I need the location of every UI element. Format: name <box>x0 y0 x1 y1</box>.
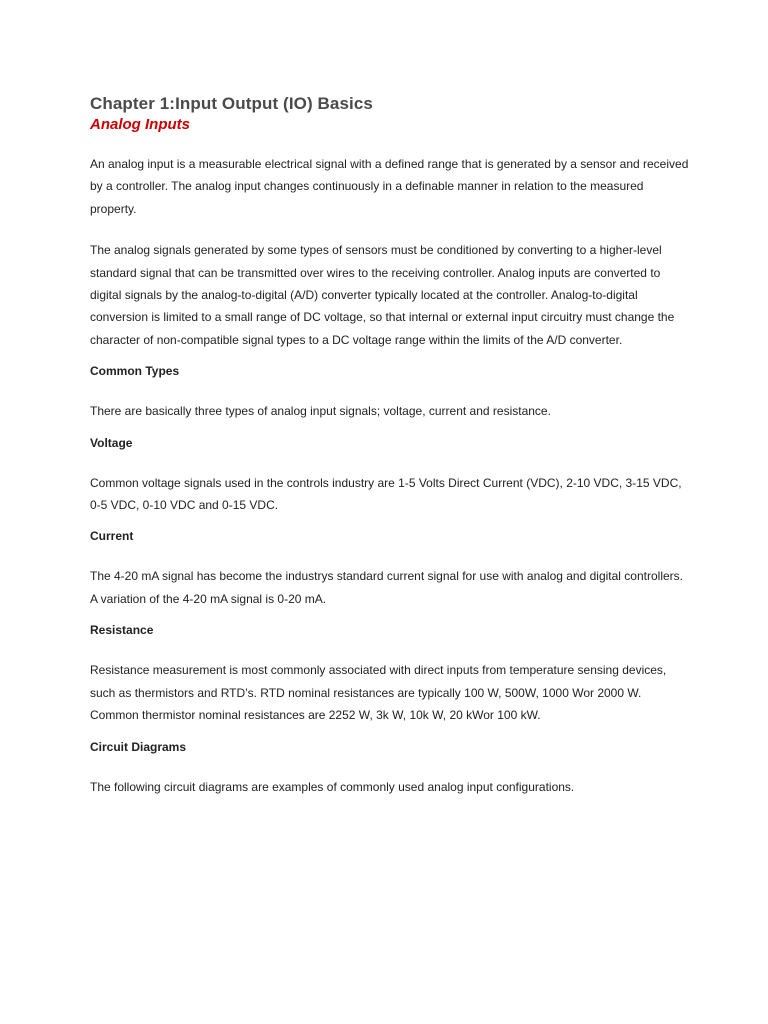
common-types-heading: Common Types <box>90 364 180 379</box>
circuit-diagrams-paragraph: The following circuit diagrams are examples of commonly used analog input configurations. <box>90 779 575 794</box>
document-page <box>90 93 690 798</box>
voltage-paragraph: Common voltage signals used in the controls industry are 1-5 Volts Direct Current (VDC), 2-10 VDC, 3-15 VDC, 0-5 VDC, 0-10 VDC and 0-15 VDC. <box>90 475 682 513</box>
circuit-diagrams-heading: Circuit Diagrams <box>90 739 187 754</box>
intro-paragraph: An analog input is a measurable electrical signal with a defined range that is generated by a sensor and received by a controller. The analog input changes continuously in a definable manner in relation to the measured property. <box>90 157 689 216</box>
resistance-heading: Resistance <box>90 623 154 638</box>
resistance-paragraph: Resistance measurement is most commonly associated with direct inputs from temperature sensing devices, such as thermistors and RTD’s. RTD nominal resistances are typically 100 W, 500W, 1000 Wor 2000 W. Common thermistor nominal resistances are 2252 W, 3k W, 10k W, 20 kWor 100 kW. <box>90 663 667 723</box>
section-title: Analog Inputs <box>90 116 190 133</box>
voltage-heading: Voltage <box>90 435 133 450</box>
current-paragraph: The 4-20 mA signal has become the industrys standard current signal for use with analog and digital controllers. A variation of the 4-20 mA signal is 0-20 mA. <box>90 569 683 606</box>
conditioning-paragraph: The analog signals generated by some types of sensors must be conditioned by converting to a higher-level standard signal that can be transmitted over wires to the receiving controller. Analog inputs are converted to digital signals by the analog-to-digital (A/D) converter typically located at the controller. Analog-to-digital conversion is limited to a small range of DC voltage, so that internal or external input circuitry must change the character of non-compatible signal types to a DC voltage range within the limits of the A/D converter. <box>90 243 675 347</box>
common-types-paragraph: There are basically three types of analog input signals; voltage, current and resistance. <box>90 404 551 419</box>
current-heading: Current <box>90 529 134 544</box>
chapter-title: Chapter 1:Input Output (IO) Basics <box>90 94 373 113</box>
